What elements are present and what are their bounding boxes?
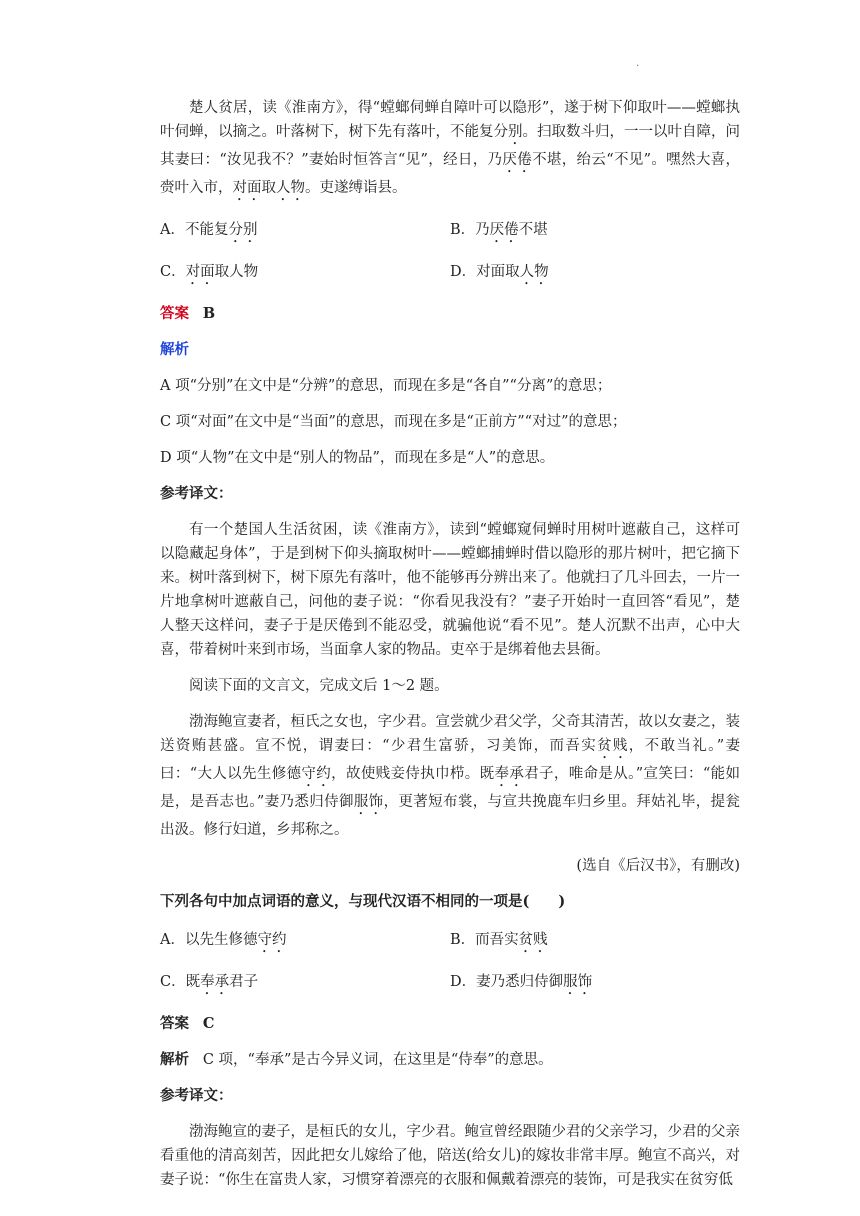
q2-options-row-2 [160, 970, 740, 998]
q2-option-d: D．妻乃悉归侍御服饰 [450, 974, 593, 990]
q2-translation-label: 参考译文： [160, 1087, 233, 1104]
header-mark: . [636, 58, 640, 69]
q1-analysis-d: D 项“人物”在文中是“别人的物品”，而现在多是“人”的意思。 [160, 450, 555, 466]
q2-options-row-1 [160, 928, 740, 956]
q2-translation: 渤海鲍宣的妻子，是桓氏的女儿，字少君。鲍宣曾经跟随少君的父亲学习，少君的父亲看重他的清高刻苦，因此把女儿嫁给了他，陪送(给女儿)的嫁妆非常丰厚。鲍宣不高兴，对妻子说：“你生在富贵人家，习惯穿着漂亮的衣服和佩戴着漂亮的装饰，可是我实在贫穷低 [160, 1124, 740, 1188]
passage-2-source: (选自《后汉书》，有删改) [576, 858, 740, 874]
q1-option-a: A．不能复分别 [160, 222, 258, 238]
q1-translation: 有一个楚国人生活贫困，读《淮南方》，读到“螳螂窥伺蝉时用树叶遮蔽自己，这样可以隐藏起身体”，于是到树下仰头摘取树叶——螳螂捕蝉时借以隐形的那片树叶，把它摘下来。树叶落到树下，树下原先有落叶，他不能够再分辨出来了。他就扫了几斗回去，一片一片地拿树叶遮蔽自己，问他的妻子说：“你看见我没有？”妻子开始时一直回答“看见”，楚人整天这样问，妻子于是厌倦到不能忍受，就骗他说“看不见”。楚人沉默不出声，心中大喜，带着树叶来到市场，当面拿人家的物品。吏卒于是绑着他去县衙。 [160, 522, 740, 658]
passage-2: 渤海鲍宣妻者，桓氏之女也，字少君。宣尝就少君父学，父奇其清苦，故以女妻之，装送资贿甚盛。宣不悦，谓妻曰：“少君生富骄，习美饰，而吾实贫贱，不敢当礼。”妻曰：“大人以先生修德守约，故使贱妾侍执巾栉。既奉承君子，唯命是从。”宣笑曰：“能如是，是吾志也。”妻乃悉归侍御服饰，更著短布裳，与宣共挽鹿车归乡里。拜姑礼毕，提瓮出汲。修行妇道，乡邦称之。 [160, 714, 741, 838]
q1-analysis-c: C 项“对面”在文中是“当面”的意思，而现在多是“正前方”“对过”的意思； [160, 414, 627, 430]
q2-analysis: 解析 C 项，“奉承”是古今异义词，在这里是“侍奉”的意思。 [160, 1051, 553, 1068]
q2-option-c: C．既奉承君子 [160, 974, 259, 990]
q1-options-row-2 [160, 260, 740, 288]
q1-option-b: B．乃厌倦不堪 [450, 222, 548, 238]
intro-2: 阅读下面的文言文，完成文后 1～2 题。 [189, 678, 449, 694]
q2-option-b: B．而吾实贫贱 [450, 932, 548, 948]
q1-options-row-1 [160, 218, 740, 246]
q1-option-d: D．对面取人物 [450, 264, 549, 280]
passage-1: 楚人贫居，读《淮南方》，得“螳螂伺蝉自障叶可以隐形”，遂于树下仰取叶——螳螂执叶伺蝉，以摘之。叶落树下，树下先有落叶，不能复分别。扫取数斗归，一一以叶自障，问其妻曰：“汝见我不？”妻始时恒答言“见”，经日，乃厌倦不堪，绐云“不见”。嘿然大喜，赍叶入市，对面取人物。吏遂缚诣县。 [160, 100, 741, 196]
q1-option-c: C．对面取人物 [160, 264, 259, 280]
q1-analysis-a: A 项“分别”在文中是“分辨”的意思，而现在多是“各自”“分离”的意思； [160, 378, 612, 394]
q1-analysis-label: 解析 [160, 341, 189, 358]
q2-stem: 下列各句中加点词语的意义，与现代汉语不相同的一项是( ) [160, 893, 566, 910]
q1-translation-label: 参考译文： [160, 485, 233, 502]
content-column [160, 96, 740, 1192]
q2-answer: 答案 C [160, 1015, 215, 1032]
q2-option-a: A．以先生修德守约 [160, 932, 287, 948]
q1-answer: 答案 B [160, 305, 216, 322]
